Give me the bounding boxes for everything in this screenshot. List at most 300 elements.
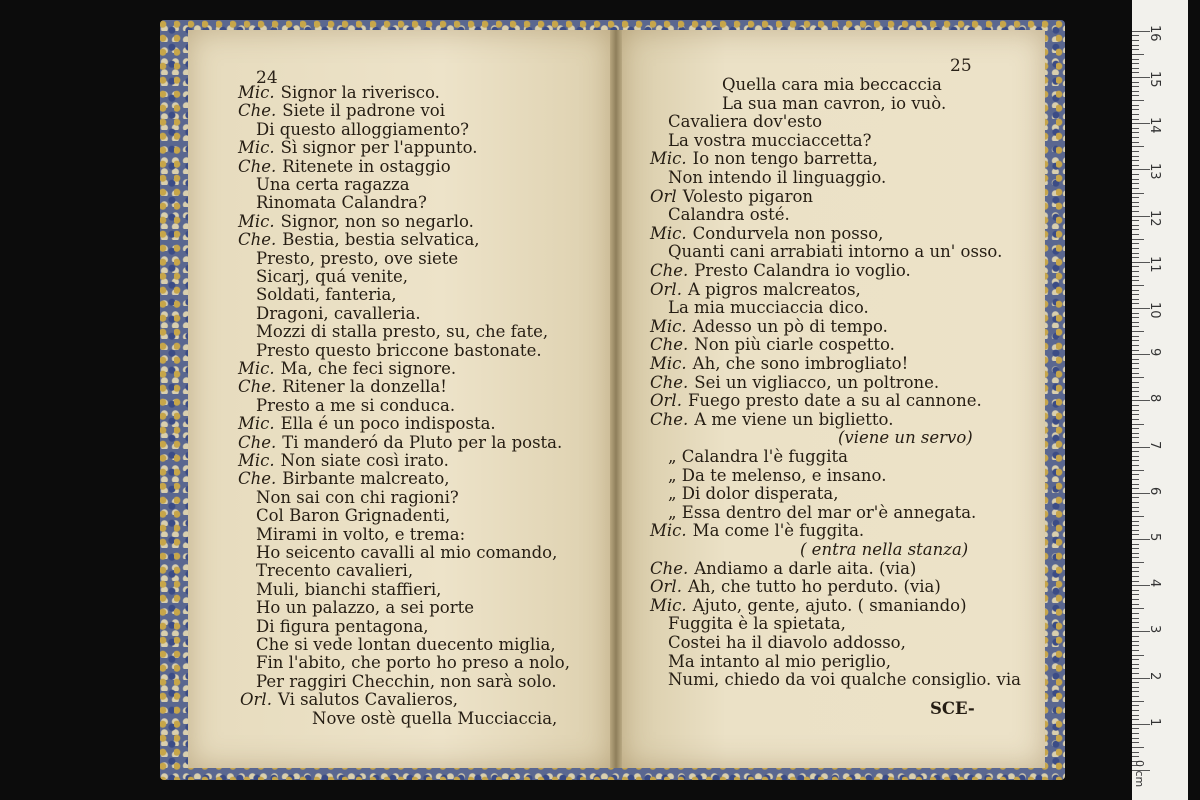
line-text: Soldati, fanteria, <box>256 285 397 305</box>
ruler-tick <box>1132 664 1139 665</box>
line-text: Bestia, bestia selvatica, <box>282 230 480 250</box>
text-line <box>650 374 939 392</box>
ruler-tick <box>1132 368 1139 369</box>
text-line <box>256 250 458 268</box>
text-line <box>650 150 878 168</box>
ruler-tick <box>1132 271 1139 272</box>
ruler-tick <box>1132 622 1139 623</box>
line-text: Per raggiri Checchin, non sarà solo. <box>256 671 557 691</box>
text-line <box>238 231 480 249</box>
text-line <box>256 397 455 415</box>
speaker-name: Orl. <box>650 279 682 299</box>
ruler-tick <box>1132 405 1139 406</box>
line-text: Non più ciarle cospetto. <box>694 335 895 355</box>
ruler-tick <box>1132 511 1139 512</box>
text-line <box>240 691 458 709</box>
text-line <box>256 636 556 654</box>
ruler-tick <box>1132 608 1144 609</box>
line-text: Signor, non so negarlo. <box>280 211 474 231</box>
ruler-tick <box>1132 719 1139 720</box>
ruler-tick <box>1132 641 1139 642</box>
text-line <box>668 448 848 466</box>
text-line <box>650 578 941 596</box>
line-text: Ho un palazzo, a sei porte <box>256 598 475 618</box>
text-line <box>256 654 570 672</box>
speaker-name: Mic. <box>238 83 275 102</box>
ruler-tick <box>1132 303 1139 304</box>
line-text: Io non tengo barretta, <box>692 149 878 169</box>
ruler-tick <box>1132 377 1144 378</box>
ruler-tick <box>1132 534 1139 535</box>
speaker-name: Che. <box>238 469 277 489</box>
ruler-tick <box>1132 193 1144 194</box>
ruler-tick <box>1132 156 1139 157</box>
speaker-name: Orl <box>650 186 677 206</box>
ruler-tick <box>1132 248 1139 249</box>
ruler-tick <box>1132 576 1139 577</box>
ruler-tick <box>1132 276 1139 277</box>
text-line <box>312 710 557 728</box>
speaker-name: Che. <box>650 261 689 280</box>
ruler-number: 14 <box>1147 117 1162 134</box>
ruler-tick <box>1132 581 1139 582</box>
ruler-tick <box>1132 326 1139 327</box>
ruler-tick <box>1132 280 1139 281</box>
ruler-number: 5 <box>1147 533 1162 542</box>
ruler-tick <box>1132 234 1139 235</box>
line-text: Birbante malcreato, <box>282 469 450 489</box>
ruler-tick <box>1132 72 1139 73</box>
line-text: Che si vede lontan duecento miglia, <box>256 635 556 654</box>
ruler-tick <box>1132 211 1139 212</box>
line-text: Sì signor per l'appunto. <box>280 138 478 158</box>
ruler-tick <box>1132 290 1139 291</box>
text-line <box>238 415 496 433</box>
text-line <box>256 507 450 525</box>
ruler-tick <box>1132 373 1139 374</box>
line-text: Signor la riverisco. <box>280 83 440 102</box>
speaker-name: Che. <box>650 558 689 578</box>
text-line <box>650 225 883 243</box>
line-text: Non sai con chi ragioni? <box>256 487 459 507</box>
text-line <box>256 581 441 599</box>
ruler-tick <box>1132 387 1139 388</box>
speaker-name: Che. <box>650 409 689 429</box>
line-text: Ma, che feci signore. <box>280 359 457 378</box>
ruler-tick <box>1132 382 1139 383</box>
ruler-tick <box>1132 484 1139 485</box>
text-line <box>256 673 557 691</box>
ruler-tick <box>1132 179 1139 180</box>
ruler-tick <box>1132 86 1139 87</box>
ruler-tick <box>1132 331 1144 332</box>
ruler-tick <box>1132 613 1139 614</box>
line-text: Ah, che sono imbrogliato! <box>692 354 909 373</box>
line-text: Presto questo briccone bastonate. <box>256 340 542 360</box>
text-line <box>668 206 790 224</box>
line-text: La sua man cavron, io vuò. <box>722 93 947 113</box>
ruler-tick <box>1132 188 1139 189</box>
line-text: Mirami in volto, e trema: <box>256 524 466 544</box>
ruler-tick <box>1132 142 1139 143</box>
ruler-tick <box>1132 206 1139 207</box>
ruler-tick <box>1132 521 1139 522</box>
text-line <box>650 281 861 299</box>
ruler-tick <box>1132 433 1139 434</box>
ruler-tick <box>1132 673 1139 674</box>
ruler-tick <box>1132 59 1139 60</box>
catchword: SCE- <box>930 699 975 718</box>
ruler-tick <box>1132 456 1139 457</box>
line-text: Nove ostè quella Mucciaccia, <box>312 708 558 728</box>
line-text: Ah, che tutto ho perduto. (via) <box>687 577 941 597</box>
ruler-tick <box>1132 659 1139 660</box>
speaker-name: Mic. <box>650 354 687 373</box>
text-line <box>668 485 838 503</box>
text-line <box>238 213 474 231</box>
text-line <box>238 470 450 488</box>
ruler-tick <box>1132 202 1139 203</box>
line-text: Fuggita è la spietata, <box>668 614 846 634</box>
ruler-tick <box>1132 525 1139 526</box>
line-text: Presto Calandra io voglio. <box>694 261 911 280</box>
text-line <box>256 268 408 286</box>
ruler-tick <box>1132 317 1139 318</box>
ruler-tick <box>1132 604 1139 605</box>
ruler-tick <box>1132 225 1139 226</box>
ruler-tick <box>1132 359 1139 360</box>
ruler-tick <box>1132 119 1139 120</box>
line-text: Rinomata Calandra? <box>256 193 427 213</box>
ruler-tick <box>1132 696 1139 697</box>
ruler-tick <box>1132 54 1144 55</box>
line-text: Ritener la donzella! <box>282 377 447 397</box>
text-line <box>650 411 893 429</box>
line-text: Ella é un poco indisposta. <box>280 414 496 434</box>
ruler-tick <box>1132 594 1139 595</box>
ruler-tick <box>1132 396 1139 397</box>
ruler-tick <box>1132 95 1139 96</box>
ruler-number: 15 <box>1147 71 1162 88</box>
ruler-tick <box>1132 428 1139 429</box>
line-text: Col Baron Grignadenti, <box>256 506 451 526</box>
ruler-tick <box>1132 687 1139 688</box>
ruler-tick <box>1132 313 1139 314</box>
ruler-tick <box>1132 419 1139 420</box>
speaker-name: Che. <box>650 335 689 355</box>
text-line <box>256 599 474 617</box>
text-line <box>256 526 465 544</box>
ruler-tick <box>1132 599 1139 600</box>
ruler-number: 11 <box>1147 255 1162 273</box>
speaker-name: Che. <box>238 101 277 121</box>
line-text: Muli, bianchi staffieri, <box>256 579 442 599</box>
text-line <box>650 262 911 280</box>
ruler-tick <box>1132 340 1139 341</box>
text-line <box>256 323 548 341</box>
speaker-name: Mic. <box>238 138 275 158</box>
ruler-number: 16 <box>1147 24 1162 42</box>
ruler-tick <box>1132 257 1139 258</box>
text-line <box>650 522 864 540</box>
text-line <box>650 318 888 336</box>
ruler-tick <box>1132 618 1139 619</box>
ruler-tick <box>1132 465 1139 466</box>
ruler-tick <box>1132 91 1139 92</box>
ruler-tick <box>1132 590 1139 591</box>
text-line <box>256 194 427 212</box>
line-text: „ Di dolor disperata, <box>668 484 839 504</box>
measuring-ruler <box>1132 0 1188 800</box>
line-text: Presto, presto, ove siete <box>256 248 459 268</box>
text-line <box>650 188 813 206</box>
ruler-tick <box>1132 567 1139 568</box>
line-text: ( entra nella stanza) <box>800 540 969 559</box>
line-text: La vostra mucciaccetta? <box>668 130 872 150</box>
ruler-tick <box>1132 243 1139 244</box>
ruler-tick <box>1132 68 1139 69</box>
ruler-unit-label: 0 cm <box>1133 760 1146 788</box>
text-line <box>238 102 445 120</box>
line-text: Volesto pigaron <box>682 186 814 206</box>
speaker-name: Che. <box>238 377 277 397</box>
speaker-name: Mic. <box>238 211 275 231</box>
line-text: Ti manderó da Pluto per la posta. <box>282 432 563 452</box>
speaker-name: Mic. <box>650 595 687 615</box>
ruler-tick <box>1132 479 1139 480</box>
ruler-tick <box>1132 474 1139 475</box>
ruler-tick <box>1132 197 1139 198</box>
text-line <box>650 336 895 354</box>
ruler-tick <box>1132 553 1139 554</box>
line-text: Adesso un pò di tempo. <box>692 316 888 336</box>
line-text: Ajuto, gente, ajuto. ( smaniando) <box>692 595 967 615</box>
line-text: Una certa ragazza <box>256 175 410 194</box>
text-line <box>650 560 916 578</box>
ruler-tick <box>1132 507 1139 508</box>
line-text: Sei un vigliacco, un poltrone. <box>694 372 940 392</box>
line-text: Non siate così irato. <box>280 451 449 470</box>
ruler-tick <box>1132 442 1139 443</box>
ruler-tick <box>1132 655 1144 656</box>
ruler-tick <box>1132 650 1139 651</box>
speaker-name: Che. <box>238 156 277 176</box>
ruler-tick <box>1132 137 1139 138</box>
speaker-name: Mic. <box>238 414 275 434</box>
text-line <box>650 597 967 615</box>
ruler-tick <box>1132 516 1144 517</box>
ruler-tick <box>1132 363 1139 364</box>
speaker-name: Mic. <box>650 521 687 541</box>
text-line <box>256 121 469 139</box>
ruler-tick <box>1132 470 1144 471</box>
text-line <box>668 243 1002 261</box>
line-text: Quanti cani arrabiati intorno a un' osso. <box>668 242 1003 262</box>
ruler-tick <box>1132 502 1139 503</box>
ruler-tick <box>1132 733 1139 734</box>
ruler-number: 7 <box>1147 440 1162 449</box>
ruler-tick <box>1132 160 1139 161</box>
line-text: Di questo alloggiamento? <box>256 119 469 139</box>
ruler-tick <box>1132 728 1139 729</box>
ruler-tick <box>1132 105 1139 106</box>
ruler-tick <box>1132 294 1139 295</box>
ruler-tick <box>1132 266 1139 267</box>
text-line <box>238 84 440 102</box>
ruler-tick <box>1132 752 1139 753</box>
ruler-tick <box>1132 151 1139 152</box>
line-text: Ma come l'è fuggita. <box>692 521 865 541</box>
text-line <box>668 504 976 522</box>
text-line <box>668 467 886 485</box>
line-text: Fin l'abito, che porto ho preso a nolo, <box>256 653 570 673</box>
text-line <box>238 452 449 470</box>
ruler-tick <box>1132 742 1139 743</box>
line-text: Sicarj, quá venite, <box>256 267 409 286</box>
ruler-tick <box>1132 40 1139 41</box>
ruler-tick <box>1132 645 1139 646</box>
line-text: Vi salutos Cavalieros, <box>277 690 459 710</box>
line-text: A pigros malcreatos, <box>687 279 861 299</box>
ruler-tick <box>1132 239 1144 240</box>
ruler-number: 8 <box>1147 394 1162 403</box>
ruler-number: 4 <box>1147 579 1162 588</box>
ruler-tick <box>1132 451 1139 452</box>
text-line <box>722 95 946 113</box>
speaker-name: Mic. <box>650 223 687 243</box>
line-text: Ritenete in ostaggio <box>282 156 451 176</box>
ruler-tick <box>1132 636 1139 637</box>
ruler-tick <box>1132 220 1139 221</box>
text-line <box>722 76 942 94</box>
line-text: Costei ha il diavolo addosso, <box>668 633 906 652</box>
speaker-name: Mic. <box>238 359 275 378</box>
speaker-name: Mic. <box>650 149 687 169</box>
text-line <box>256 286 397 304</box>
ruler-tick <box>1132 285 1144 286</box>
line-text: „ Essa dentro del mar or'è annegata. <box>668 502 977 522</box>
text-line <box>668 671 1021 689</box>
text-line <box>668 615 846 633</box>
line-text: Presto a me si conduca. <box>256 395 456 415</box>
ruler-tick <box>1132 183 1139 184</box>
line-text: Cavaliera dov'esto <box>668 112 823 132</box>
line-text: Mozzi di stalla presto, su, che fate, <box>256 322 549 342</box>
speaker-name: Mic. <box>238 451 275 470</box>
ruler-tick <box>1132 109 1139 110</box>
ruler-tick <box>1132 410 1139 411</box>
ruler-tick <box>1132 322 1139 323</box>
text-line <box>238 158 451 176</box>
line-text: Fuego presto date a su al cannone. <box>687 391 982 411</box>
line-text: A me viene un biglietto. <box>694 409 894 429</box>
text-line <box>256 489 459 507</box>
ruler-tick <box>1132 299 1139 300</box>
text-line <box>256 618 429 636</box>
ruler-tick <box>1132 100 1144 101</box>
left-page-number: 24 <box>256 68 278 88</box>
ruler-tick <box>1132 174 1139 175</box>
text-line <box>256 562 413 580</box>
ruler-tick <box>1132 350 1139 351</box>
speaker-name: Orl. <box>650 391 682 411</box>
ruler-tick <box>1132 747 1144 748</box>
text-line <box>238 139 478 157</box>
ruler-tick <box>1132 710 1139 711</box>
text-line <box>838 429 973 447</box>
ruler-number: 10 <box>1147 302 1162 319</box>
text-line <box>668 634 906 652</box>
ruler-tick <box>1132 336 1139 337</box>
line-text: Di figura pentagona, <box>256 616 429 636</box>
speaker-name: Orl. <box>240 690 272 710</box>
ruler-tick <box>1132 49 1139 50</box>
line-text: Trecento cavalieri, <box>256 561 414 581</box>
ruler-tick <box>1132 35 1139 36</box>
line-text: Ma intanto al mio periglio, <box>668 651 892 671</box>
line-text: Quella cara mia beccaccia <box>722 75 942 94</box>
ruler-tick <box>1132 345 1139 346</box>
text-line <box>256 342 542 360</box>
ruler-tick <box>1132 701 1144 702</box>
ruler-tick <box>1132 488 1139 489</box>
line-text: La mia mucciaccia dico. <box>668 298 869 318</box>
ruler-tick <box>1132 738 1139 739</box>
ruler-tick <box>1132 437 1139 438</box>
text-line <box>256 176 410 194</box>
right-page-number: 25 <box>950 56 972 76</box>
ruler-tick <box>1132 63 1139 64</box>
line-text: Calandra osté. <box>668 205 790 225</box>
ruler-number: 1 <box>1147 717 1162 727</box>
ruler-tick <box>1132 391 1139 392</box>
line-text: „ Calandra l'è fuggita <box>668 447 848 466</box>
ruler-number: 2 <box>1147 671 1162 680</box>
text-line <box>238 378 447 396</box>
text-line <box>668 132 871 150</box>
ruler-tick <box>1132 497 1139 498</box>
line-text: Andiamo a darle aita. (via) <box>694 558 917 578</box>
ruler-tick <box>1132 530 1139 531</box>
line-text: Ho seicento cavalli al mio comando, <box>256 543 558 562</box>
line-text: (viene un servo) <box>838 428 973 448</box>
ruler-tick <box>1132 424 1144 425</box>
ruler-number: 6 <box>1147 486 1162 496</box>
ruler-tick <box>1132 146 1144 147</box>
ruler-tick <box>1132 114 1139 115</box>
ruler-tick <box>1132 414 1139 415</box>
ruler-tick <box>1132 82 1139 83</box>
text-line <box>668 169 886 187</box>
ruler-tick <box>1132 45 1139 46</box>
text-line <box>256 305 421 323</box>
line-text: Non intendo il linguaggio. <box>668 168 887 187</box>
text-line <box>668 113 822 131</box>
line-text: Siete il padrone voi <box>282 101 446 121</box>
ruler-tick <box>1132 165 1139 166</box>
speaker-name: Orl. <box>650 577 682 597</box>
ruler-tick <box>1132 571 1139 572</box>
text-line <box>800 541 968 559</box>
speaker-name: Che. <box>238 230 277 250</box>
text-line <box>238 360 456 378</box>
ruler-tick <box>1132 132 1139 133</box>
speaker-name: Che. <box>238 432 277 452</box>
ruler-tick <box>1132 627 1139 628</box>
speaker-name: Mic. <box>650 316 687 336</box>
ruler-tick <box>1132 229 1139 230</box>
ruler-tick <box>1132 756 1139 757</box>
